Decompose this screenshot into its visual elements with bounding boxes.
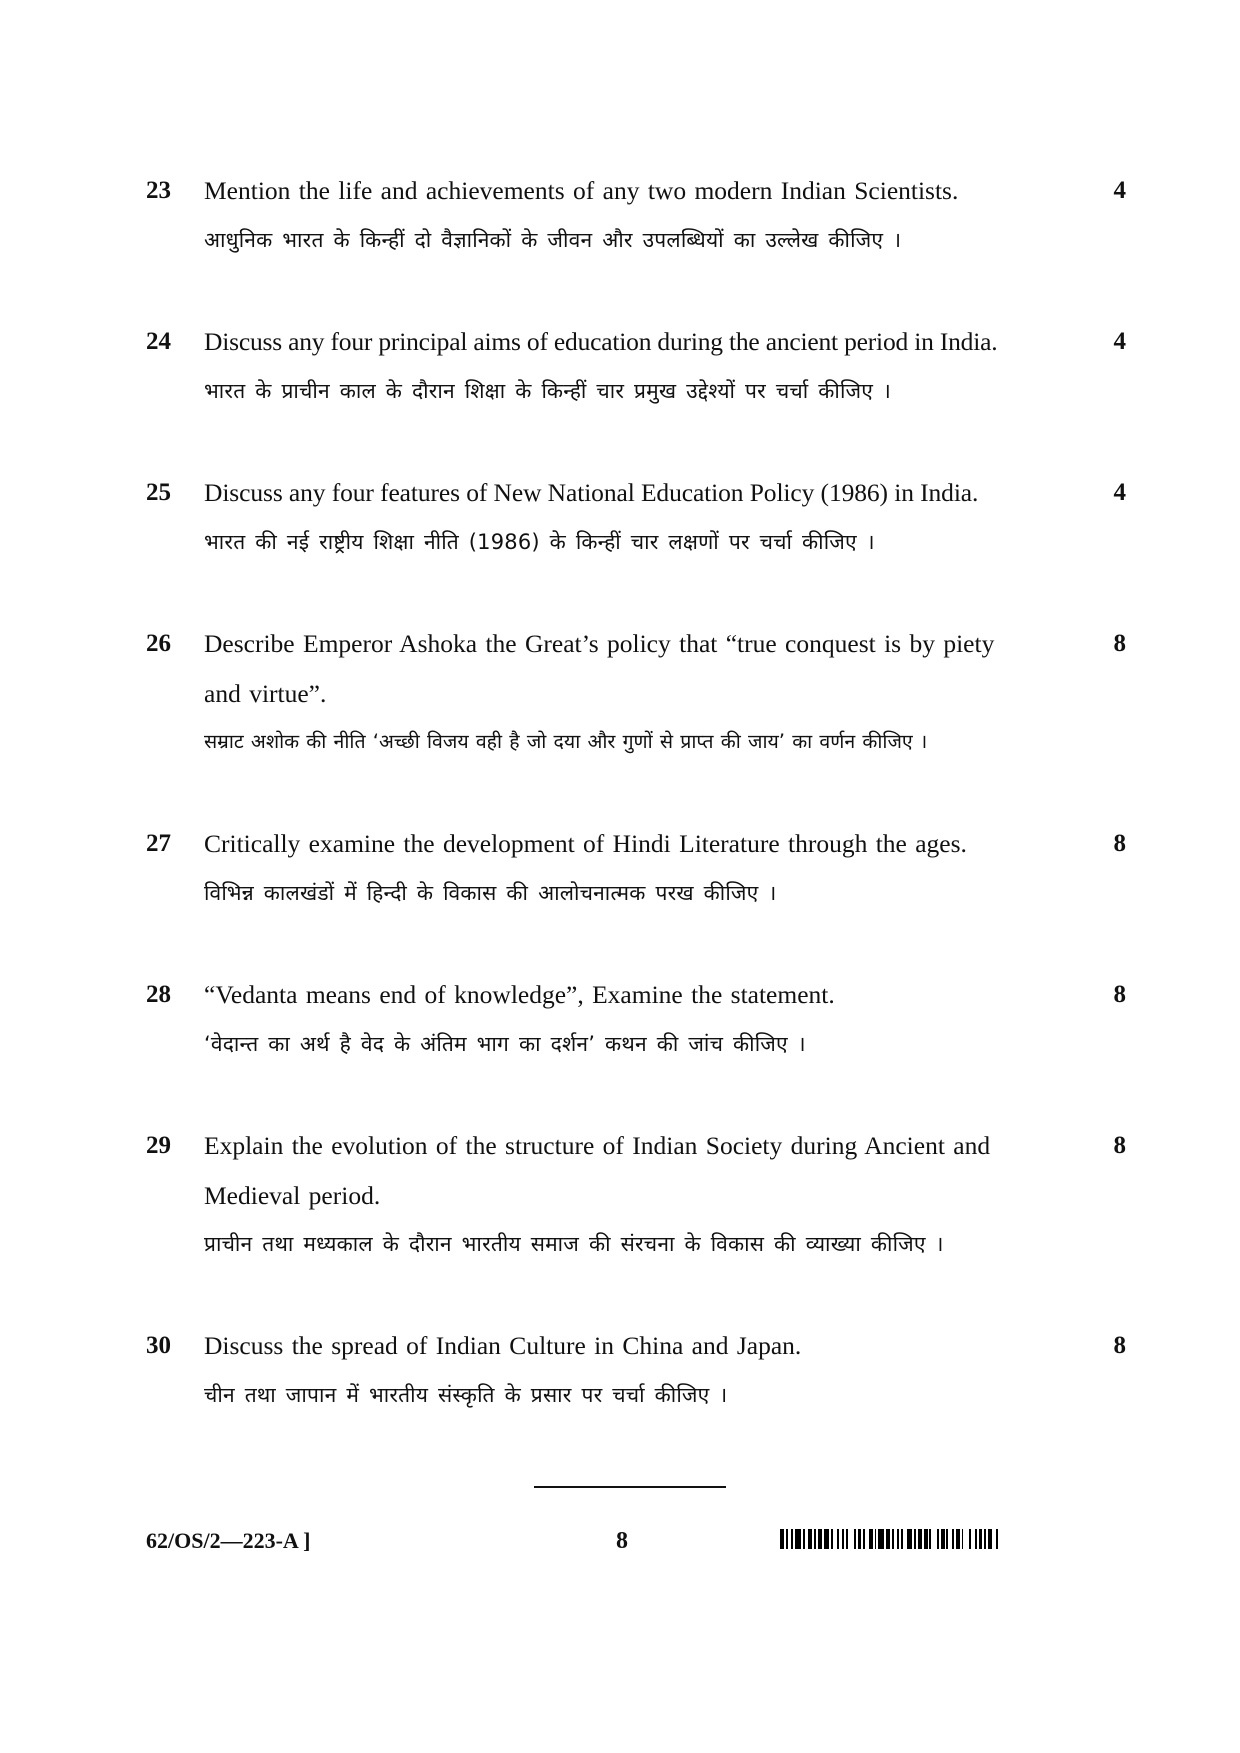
question-text-english: Discuss the spread of Indian Culture in China and Japan. <box>204 1331 802 1360</box>
paper-code: 62/OS/2—223-A ] <box>146 1528 311 1553</box>
question-number: 23 <box>146 177 171 204</box>
question-marks: 8 <box>1113 1332 1126 1359</box>
question-text-english: Mention the life and achievements of any two modern Indian Scientists. <box>204 176 959 205</box>
barcode-bar <box>998 1529 1000 1549</box>
question-marks: 8 <box>1113 981 1126 1008</box>
question-text-english: Explain the evolution of the structure of Indian Society during Ancient and Medieval period. <box>204 1131 991 1210</box>
question-text-hindi: सम्राट अशोक की नीति ‘अच्छी विजय वही है जो दया और गुणों से प्राप्त की जाय’ का वर्णन कीजिए । <box>204 730 928 753</box>
question-number: 24 <box>146 328 171 355</box>
question-marks: 4 <box>1113 177 1126 204</box>
question-text-english: “Vedanta means end of knowledge”, Examine the statement. <box>204 980 835 1009</box>
question-number: 30 <box>146 1332 171 1359</box>
question-text-hindi: विभिन्न कालखंडों में हिन्दी के विकास की आलोचनात्मक परख कीजिए । <box>204 881 777 905</box>
question-marks: 8 <box>1113 830 1126 857</box>
question-text-hindi: प्राचीन तथा मध्यकाल के दौरान भारतीय समाज की संरचना के विकास की व्याख्या कीजिए । <box>204 1232 944 1256</box>
question-number: 25 <box>146 479 171 506</box>
question-marks: 4 <box>1113 479 1126 506</box>
question-marks: 8 <box>1113 630 1126 657</box>
question-text-english: Describe Emperor Ashoka the Great’s policy that “true conquest is by piety and virtue”. <box>204 629 995 708</box>
question-marks: 8 <box>1113 1132 1126 1159</box>
question-text-hindi: आधुनिक भारत के किन्हीं दो वैज्ञानिकों के जीवन और उपलब्धियों का उल्लेख कीजिए । <box>204 228 902 252</box>
end-divider <box>534 1486 726 1488</box>
question-number: 26 <box>146 630 171 657</box>
question-text-hindi: ‘वेदान्त का अर्थ है वेद के अंतिम भाग का दर्शन’ कथन की जांच कीजिए । <box>204 1032 806 1056</box>
question-number: 27 <box>146 830 171 857</box>
question-number: 29 <box>146 1132 171 1159</box>
question-number: 28 <box>146 981 171 1008</box>
question-text-english: Discuss any four principal aims of education during the ancient period in India. <box>204 327 998 356</box>
question-text-english: Discuss any four features of New National Education Policy (1986) in India. <box>204 478 979 507</box>
question-text-english: Critically examine the development of Hindi Literature through the ages. <box>204 829 967 858</box>
page-number: 8 <box>616 1528 628 1554</box>
question-text-hindi: भारत के प्राचीन काल के दौरान शिक्षा के किन्हीं चार प्रमुख उद्देश्यों पर चर्चा कीजिए । <box>204 379 892 403</box>
question-text-hindi: भारत की नई राष्ट्रीय शिक्षा नीति (1986) के किन्हीं चार लक्षणों पर चर्चा कीजिए । <box>204 530 875 554</box>
question-marks: 4 <box>1113 328 1126 355</box>
question-text-hindi: चीन तथा जापान में भारतीय संस्कृति के प्रसार पर चर्चा कीजिए । <box>204 1383 728 1407</box>
barcode-image <box>780 1529 1000 1549</box>
